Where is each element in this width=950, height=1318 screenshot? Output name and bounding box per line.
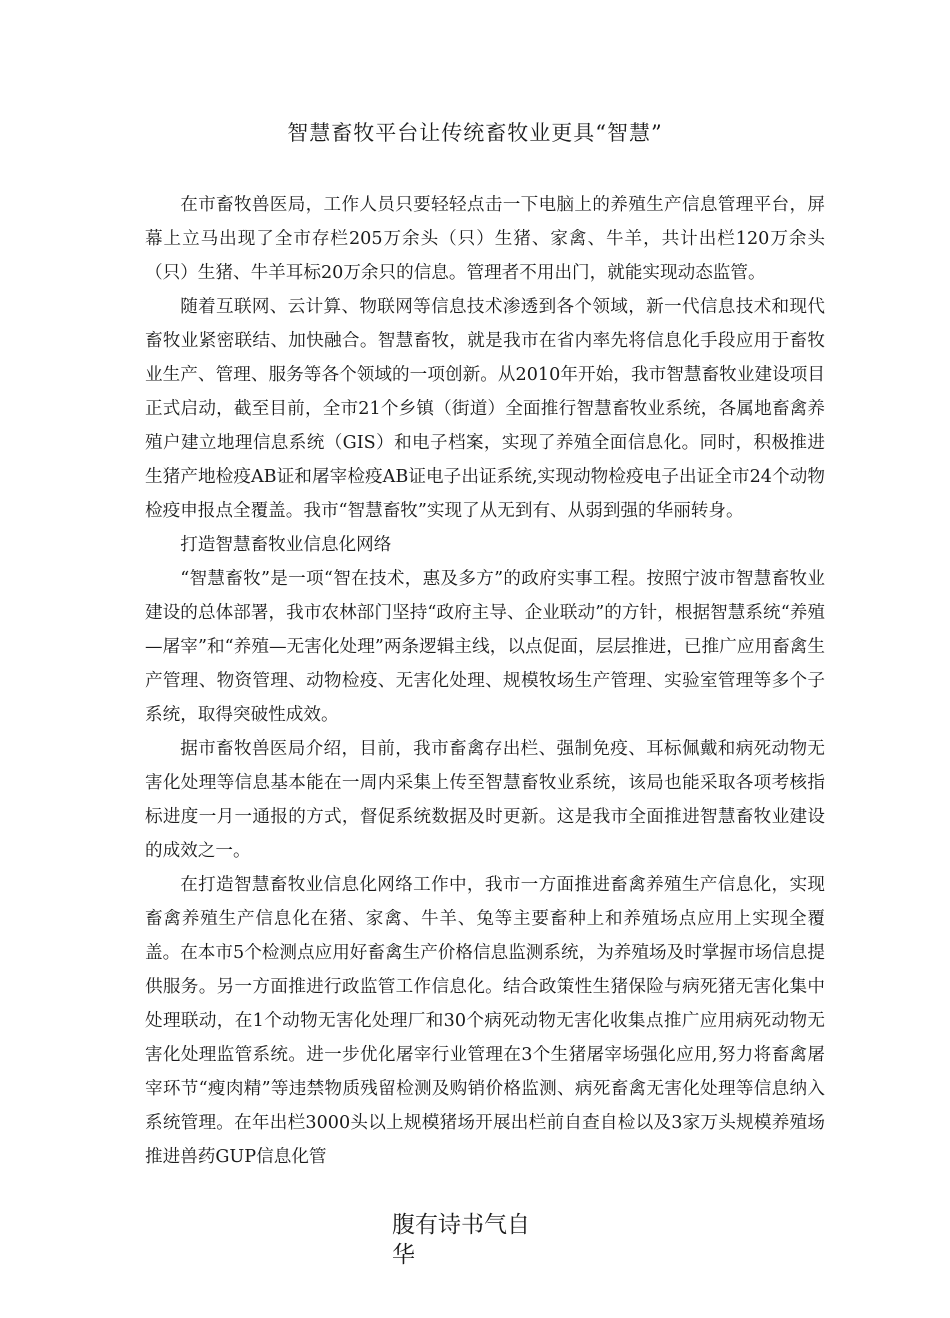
section-heading: 打造智慧畜牧业信息化网络 — [180, 535, 392, 555]
paragraph: 在市畜牧兽医局，工作人员只要轻轻点击一下电脑上的养殖生产信息管理平台，屏幕上立马出现了全市存栏205万余头（只）生猪、家禽、牛羊，共计出栏120万余头（只）生猪、牛羊耳标20万余只的信息。管理者不用出门，就能实现动态监管。 — [145, 195, 825, 283]
paragraph: “智慧畜牧”是一项“智在技术，惠及多方”的政府实事工程。按照宁波市智慧畜牧业建设的总体部署，我市农林部门坚持“政府主导、企业联动”的方针，根据智慧系统“养殖—屠宰”和“养殖—无害化处理”两条逻辑主线，以点促面，层层推进，已推广应用畜禽生产管理、物资管理、动物检疫、无害化处理、规模牧场生产管理、实验室管理等多个子系统，取得突破性成效。 — [145, 569, 825, 725]
article-title: 智慧畜牧平台让传统畜牧业更具“智慧” — [287, 121, 663, 145]
footer-motto: 腹有诗书气自华 — [392, 1212, 530, 1268]
paragraph: 在打造智慧畜牧业信息化网络工作中，我市一方面推进畜禽养殖生产信息化，实现畜禽养殖生产信息化在猪、家禽、牛羊、兔等主要畜种上和养殖场点应用上实现全覆盖。在本市5个检测点应用好畜禽生产价格信息监测系统，为养殖场及时掌握市场信息提供服务。另一方面推进行政监管工作信息化。结合政策性生猪保险与病死猪无害化集中处理联动，在1个动物无害化处理厂和30个病死动物无害化收集点推广应用病死动物无害化处理监管系统。进一步优化屠宰行业管理在3个生猪屠宰场强化应用,努力将畜禽屠宰环节“瘦肉精”等违禁物质残留检测及购销价格监测、病死畜禽无害化处理等信息纳入系统管理。在年出栏3000头以上规模猪场开展出栏前自查自检以及3家万头规模养殖场推进兽药GUP信息化管 — [145, 875, 825, 1167]
paragraph: 随着互联网、云计算、物联网等信息技术渗透到各个领域，新一代信息技术和现代畜牧业紧密联结、加快融合。智慧畜牧，就是我市在省内率先将信息化手段应用于畜牧业生产、管理、服务等各个领域的一项创新。从2010年开始，我市智慧畜牧业建设项目正式启动，截至目前，全市21个乡镇（街道）全面推行智慧畜牧业系统，各属地畜禽养殖户建立地理信息系统（GIS）和电子档案，实现了养殖全面信息化。同时，积极推进生猪产地检疫AB证和屠宰检疫AB证电子出证系统,实现动物检疫电子出证全市24个动物检疫申报点全覆盖。我市“智慧畜牧”实现了从无到有、从弱到强的华丽转身。 — [145, 297, 825, 521]
paragraph: 据市畜牧兽医局介绍，目前，我市畜禽存出栏、强制免疫、耳标佩戴和病死动物无害化处理等信息基本能在一周内采集上传至智慧畜牧业系统，该局也能采取各项考核指标进度一月一通报的方式，督促系统数据及时更新。这是我市全面推进智慧畜牧业建设的成效之一。 — [145, 739, 825, 861]
article-body — [145, 188, 825, 1174]
